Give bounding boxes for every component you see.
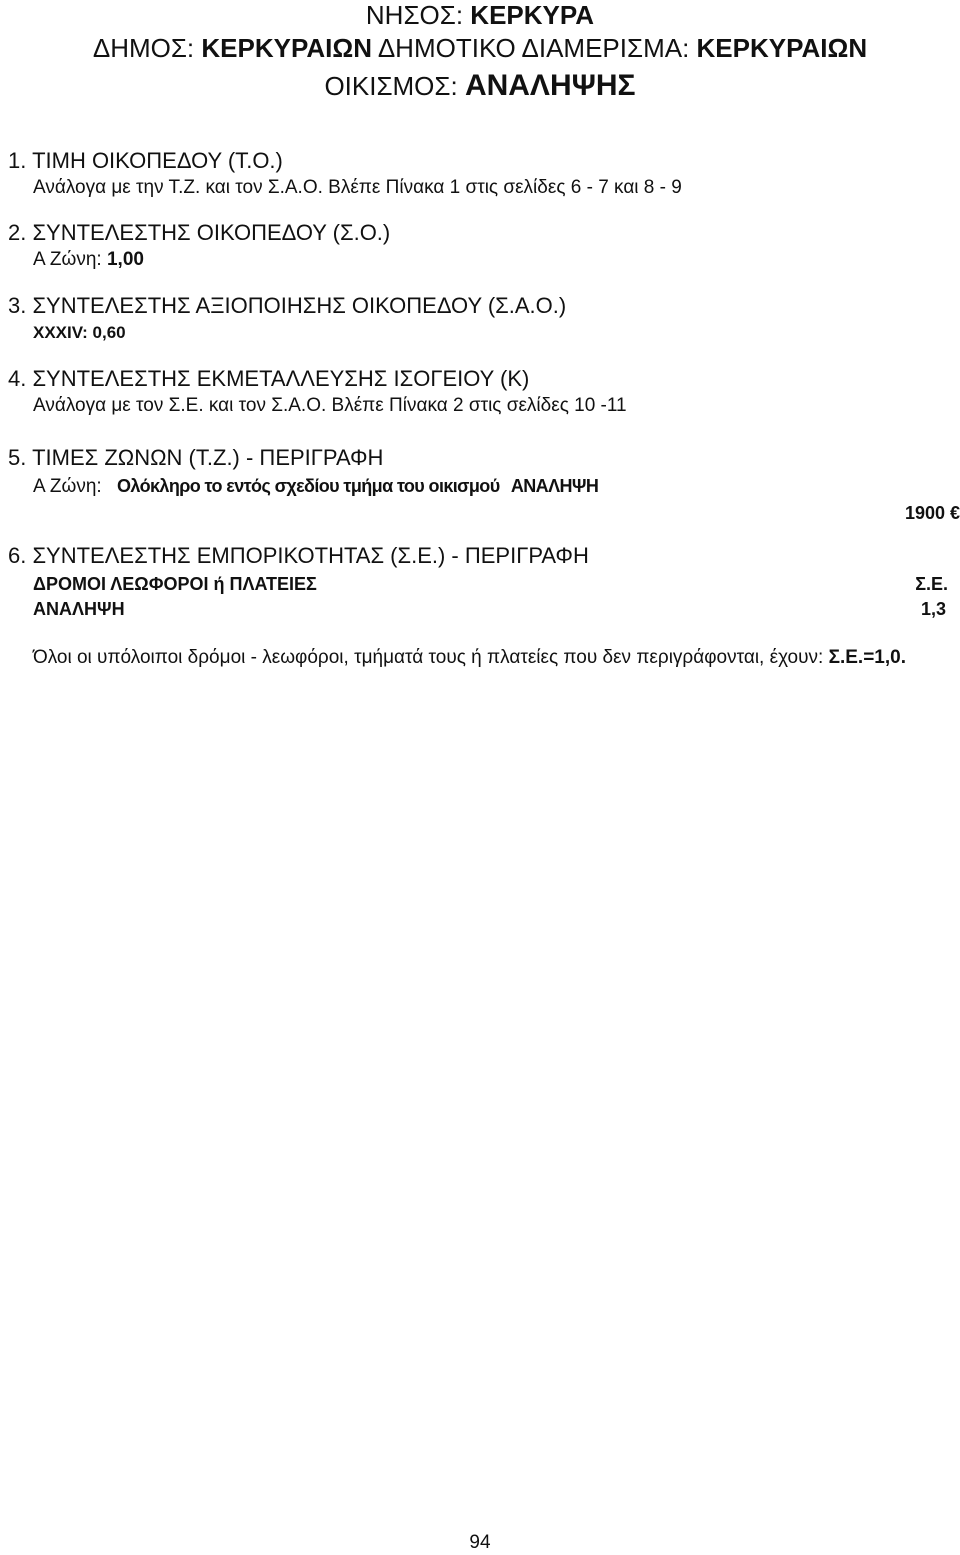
section-6-title: 6. ΣΥΝΤΕΛΕΣΤΗΣ ΕΜΠΟΡΙΚΟΤΗΤΑΣ (Σ.Ε.) - ΠΕΡΙΓΡΑΦΗ bbox=[8, 543, 589, 568]
footnote-text: Όλοι οι υπόλοιποι δρόμοι - λεωφόροι, τμήματά τους ή πλατείες που δεν περιγράφονται, έχουν: bbox=[33, 647, 824, 668]
zone-price: 1900 € bbox=[904, 503, 960, 523]
section-6-footnote bbox=[33, 646, 906, 670]
section-4-text: Ανάλογα με τον Σ.Ε. και τον Σ.Α.Ο. Βλέπε Πίνακα 2 στις σελίδες 10 -11 bbox=[33, 395, 627, 416]
island-value: ΚΕΡΚΥΡΑ bbox=[470, 0, 595, 30]
section-1-text: Ανάλογα με την Τ.Ζ. και τον Σ.Α.Ο. Βλέπε Πίνακα 1 στις σελίδες 6 - 7 και 8 - 9 bbox=[33, 177, 682, 198]
section-2-title: 2. ΣΥΝΤΕΛΕΣΤΗΣ ΟΙΚΟΠΕΔΟΥ (Σ.Ο.) bbox=[8, 220, 391, 245]
section-5-title: 5. ΤΙΜΕΣ ΖΩΝΩΝ (Τ.Ζ.) - ΠΕΡΙΓΡΑΦΗ bbox=[8, 445, 384, 470]
zone-value: 1,00 bbox=[106, 249, 144, 270]
zone-place: ΑΝΑΛΗΨΗ bbox=[510, 476, 599, 496]
page-number: 94 bbox=[469, 1532, 491, 1553]
footnote-value: Σ.Ε.=1,0. bbox=[828, 647, 906, 668]
section-4-title: 4. ΣΥΝΤΕΛΕΣΤΗΣ ΕΚΜΕΤΑΛΛΕΥΣΗΣ ΙΣΟΓΕΙΟΥ (Κ) bbox=[8, 366, 530, 391]
zone-label: Α Ζώνη: bbox=[33, 249, 102, 270]
zone-description: Ολόκληρο το εντός σχεδίου τμήμα του οικισμού bbox=[116, 476, 500, 496]
section-3-title: 3. ΣΥΝΤΕΛΕΣΤΗΣ ΑΞΙΟΠΟΙΗΣΗΣ ΟΙΚΟΠΕΔΟΥ (Σ.Α.Ο.) bbox=[8, 293, 567, 318]
section-3-value: XXXIV: 0,60 bbox=[33, 323, 126, 342]
island-label: ΝΗΣΟΣ: bbox=[365, 0, 464, 30]
table-header-streets: ΔΡΟΜΟΙ ΛΕΩΦΟΡΟΙ ή ΠΛΑΤΕΙΕΣ bbox=[33, 574, 317, 594]
table-header-se: Σ.Ε. bbox=[915, 574, 948, 594]
settlement-label: ΟΙΚΙΣΜΟΣ: bbox=[324, 71, 458, 101]
table-row-value: 1,3 bbox=[920, 599, 946, 619]
table-row-name: ΑΝΑΛΗΨΗ bbox=[33, 599, 125, 619]
municipality-value: ΚΕΡΚΥΡΑΙΩΝ bbox=[201, 33, 373, 63]
section-2-zone bbox=[33, 248, 144, 272]
header-island bbox=[0, 0, 960, 30]
district-value: ΚΕΡΚΥΡΑΙΩΝ bbox=[696, 33, 868, 63]
header-municipality bbox=[0, 33, 960, 63]
zone-label: Α Ζώνη: bbox=[33, 476, 102, 497]
municipality-label: ΔΗΜΟΣ: bbox=[92, 33, 195, 63]
district-label: ΔΗΜΟΤΙΚΟ ΔΙΑΜΕΡΙΣΜΑ: bbox=[377, 33, 690, 63]
section-1-title: 1. ΤΙΜΗ ΟΙΚΟΠΕΔΟΥ (Τ.Ο.) bbox=[8, 148, 283, 173]
settlement-value: ΑΝΑΛΗΨΗΣ bbox=[464, 69, 636, 102]
section-5-zone bbox=[33, 474, 598, 499]
header-settlement bbox=[0, 71, 960, 101]
